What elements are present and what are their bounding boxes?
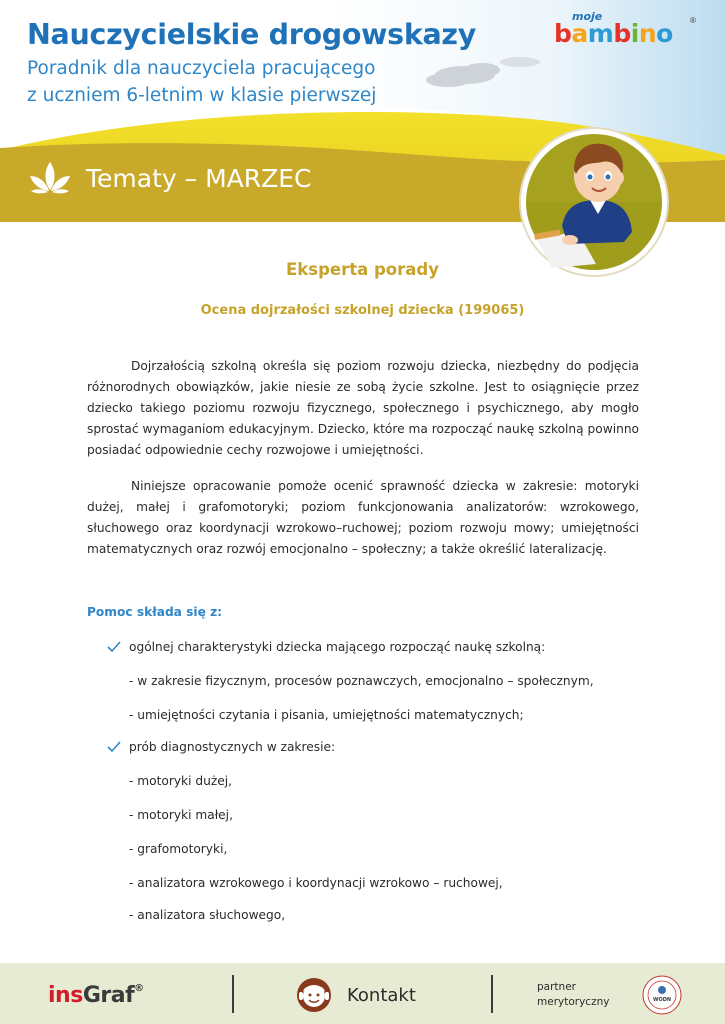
help-heading: Pomoc składa się z: (87, 605, 223, 619)
wodn-seal-icon (642, 975, 682, 1015)
list-subitem: - umiejętności czytania i pisania, umiejętności matematycznych; (129, 708, 524, 722)
kontakt-icon[interactable] (296, 977, 332, 1013)
logo-moje: moje (572, 10, 603, 23)
paragraph-dojrzalosc: Dojrzałością szkolną określa się poziom rozwoju dziecka, niezbędny do podjęcia różnorodnych obowiązków, jakie niesie ze sobą życie szkolne. Jest to osiągnięcie przez dziecko takiego poziomu rozwoju fizycznego, społecznego i psychicznego, aby mogło sprostać wymaganiom edukacyjnym. Dziecko, które ma rozpocząć naukę szkolną powinno posiadać odpowiednie cechy rozwojowe i umiejętności. (87, 359, 639, 457)
logo-letter: m (587, 19, 614, 48)
header-subtitle-line2: z uczniem 6-letnim w klasie pierwszej (27, 85, 377, 106)
insgraf-logo-graf: Graf (82, 983, 135, 1008)
logo-letter: b (613, 19, 631, 48)
paragraph-opracowanie: Niniejsze opracowanie pomoże ocenić sprawność dziecka w zakresie: motoryki dużej, małej i grafomotoryki; poziom funkcjonowania analizatorów: wzrokowego, słuchowego oraz koordynacji wzrokowo–ruchowej; poziom rozwoju mowy; umiejętności matematycznych oraz rozwój emocjonalno – społeczny; a także określić lateralizację. (87, 479, 639, 556)
wodn-seal-text: WODN (652, 997, 672, 1003)
moje-bambino-logo (552, 10, 702, 50)
leaf-icon (28, 160, 72, 196)
list-subitem: - grafomotoryki, (129, 842, 228, 856)
insgraf-logo[interactable] (48, 983, 144, 1008)
logo-letter: a (571, 19, 588, 48)
logo-registered: ® (690, 16, 696, 25)
section-title: Eksperta porady (286, 260, 439, 279)
logo-letter: b (554, 19, 572, 48)
logo-letter: n (638, 19, 657, 48)
list-subitem: - motoryki dużej, (129, 774, 232, 788)
header-title: Nauczycielskie drogowskazy (27, 18, 476, 51)
list-item: prób diagnostycznych w zakresie: (129, 740, 336, 754)
logo-letter: o (656, 19, 673, 48)
header-subtitle (27, 55, 447, 109)
band-title: Tematy – MARZEC (86, 164, 312, 193)
check-icon (107, 741, 121, 753)
kontakt-link[interactable]: Kontakt (347, 985, 416, 1006)
logo-bambino (554, 19, 673, 48)
list-item: ogólnej charakterystyki dziecka mającego rozpocząć naukę szkolną: (129, 640, 546, 654)
list-subitem: - w zakresie fizycznym, procesów poznawczych, emocjonalno – społecznym, (129, 674, 594, 688)
partner-line1: partner (537, 981, 576, 993)
header-subtitle-line1: Poradnik dla nauczyciela pracującego (27, 58, 376, 79)
partner-label (537, 980, 627, 1010)
insgraf-logo-ins: ins (48, 983, 83, 1008)
list-subitem: - analizatora słuchowego, (129, 908, 286, 922)
list-subitem: - analizatora wzrokowego i koordynacji wzrokowo – ruchowej, (129, 876, 503, 890)
footer-divider (232, 975, 234, 1013)
footer (0, 963, 725, 1024)
partner-line2: merytoryczny (537, 996, 610, 1008)
logo-letter: i (630, 19, 639, 48)
insgraf-registered: ® (134, 983, 144, 994)
child-illustration (518, 126, 670, 278)
check-icon (107, 641, 121, 653)
list-subitem: - motoryki małej, (129, 808, 233, 822)
footer-divider (491, 975, 493, 1013)
document-title: Ocena dojrzałości szkolnej dziecka (199065) (200, 303, 525, 318)
